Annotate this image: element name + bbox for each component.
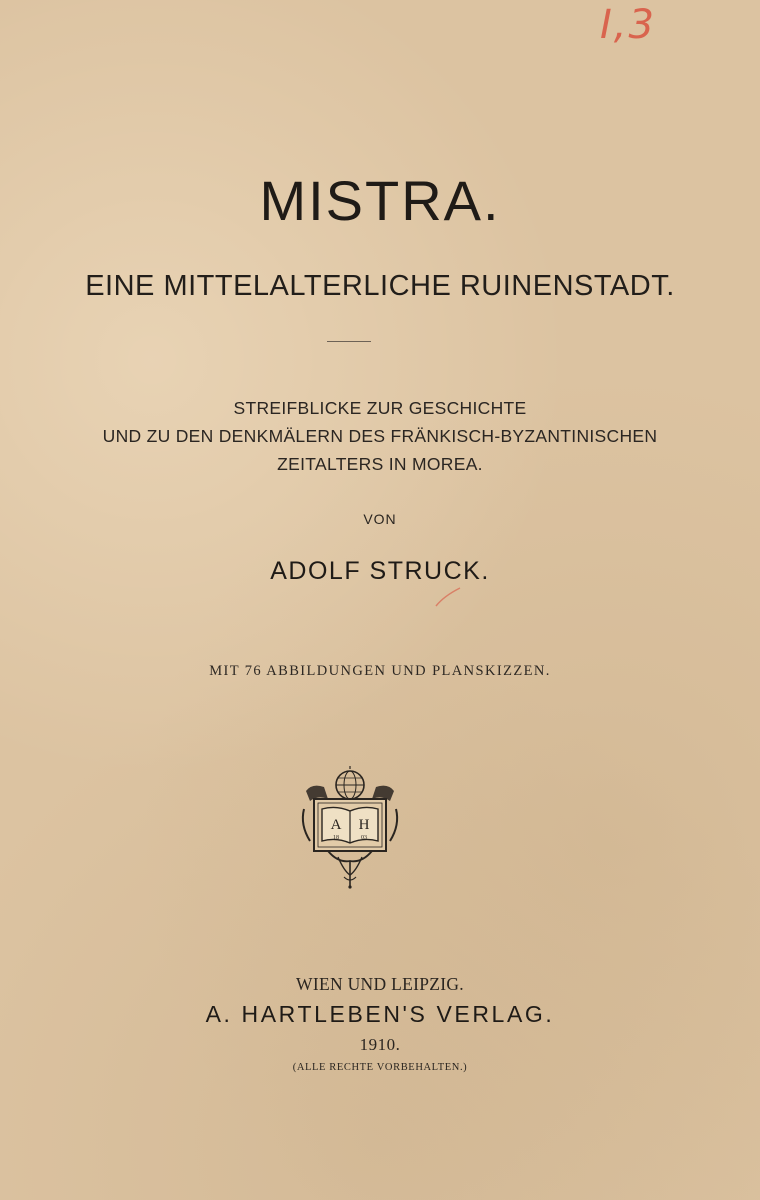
imprint-publisher: A. HARTLEBEN'S VERLAG. (205, 1001, 555, 1027)
svg-text:18: 18 (333, 835, 339, 841)
by-label: VON (363, 511, 397, 527)
description-line-1: STREIFBLICKE ZUR GESCHICHTE (233, 398, 527, 418)
divider-rule (327, 341, 371, 342)
book-subtitle: EINE MITTELALTERLICHE RUINENSTADT. (85, 270, 675, 302)
svg-text:H: H (358, 817, 370, 833)
publisher-logo-icon (298, 765, 402, 889)
svg-text:03: 03 (361, 835, 367, 841)
pen-mark (434, 586, 462, 608)
author-name: ADOLF STRUCK. (270, 557, 490, 585)
svg-text:A: A (330, 817, 342, 833)
description-line-3: ZEITALTERS IN MOREA. (277, 454, 483, 474)
imprint-rights: (ALLE RECHTE VORBEHALTEN.) (292, 1062, 468, 1073)
illustrations-note: MIT 76 ABBILDUNGEN UND PLANSKIZZEN. (209, 663, 551, 679)
book-title: MISTRA. (259, 169, 501, 232)
imprint-year: 1910. (359, 1035, 401, 1054)
imprint-city: WIEN UND LEIPZIG. (296, 974, 464, 994)
description-line-2: UND ZU DEN DENKMÄLERN DES FRÄNKISCH-BYZANTINISCHEN (102, 426, 658, 446)
handwritten-shelfmark: I,3 (600, 2, 656, 48)
